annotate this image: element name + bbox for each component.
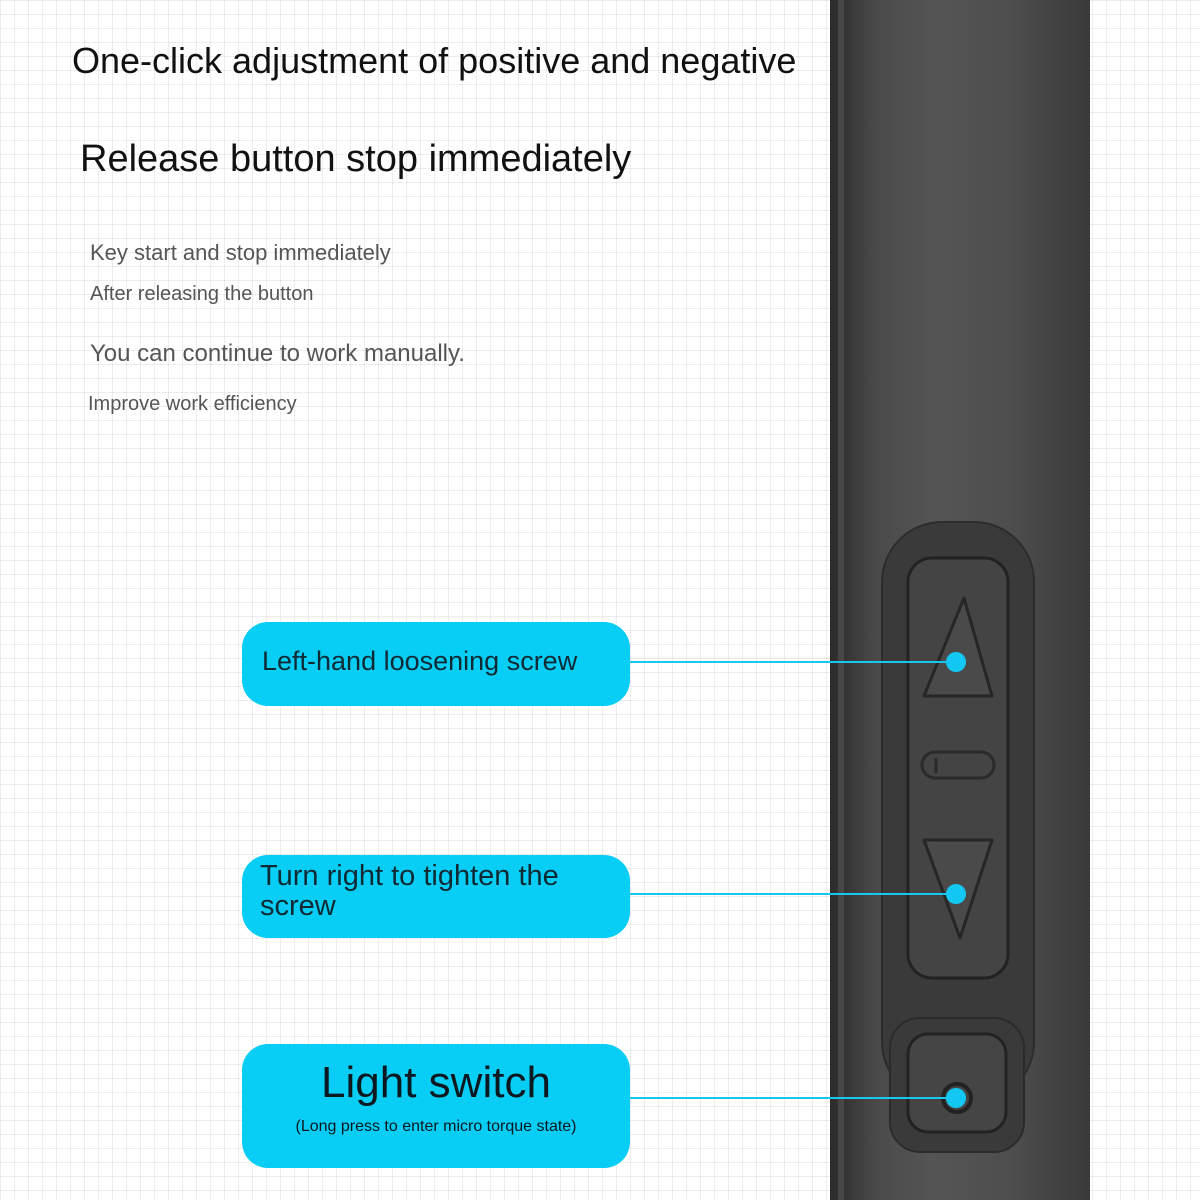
subheadline: Release button stop immediately (80, 138, 632, 180)
callout-line-left (630, 661, 956, 663)
callout-light-switch (242, 1044, 630, 1168)
callout-dot-right (946, 884, 966, 904)
callout-dot-left (946, 652, 966, 672)
description-line-4: Improve work efficiency (88, 393, 297, 415)
headline: One-click adjustment of positive and negative (72, 40, 797, 81)
callout-line-right (630, 893, 956, 895)
description-line-2: After releasing the button (90, 283, 314, 305)
callout-left-hand-label: Left-hand loosening screw (262, 646, 578, 676)
callout-right-hand-label: Turn right to tighten the screw (260, 860, 559, 922)
callout-light-switch-title: Light switch (321, 1058, 551, 1107)
callout-left-hand (242, 622, 630, 706)
screwdriver-edge-highlight (838, 0, 844, 1200)
button-panel-illustration (860, 500, 1080, 1200)
callout-dot-light (946, 1088, 966, 1108)
callout-line-light (630, 1097, 956, 1099)
description-line-3: You can continue to work manually. (90, 340, 465, 367)
callout-light-switch-note: (Long press to enter micro torque state) (295, 1118, 577, 1135)
description-line-1: Key start and stop immediately (90, 240, 391, 265)
callout-right-hand (242, 855, 630, 938)
